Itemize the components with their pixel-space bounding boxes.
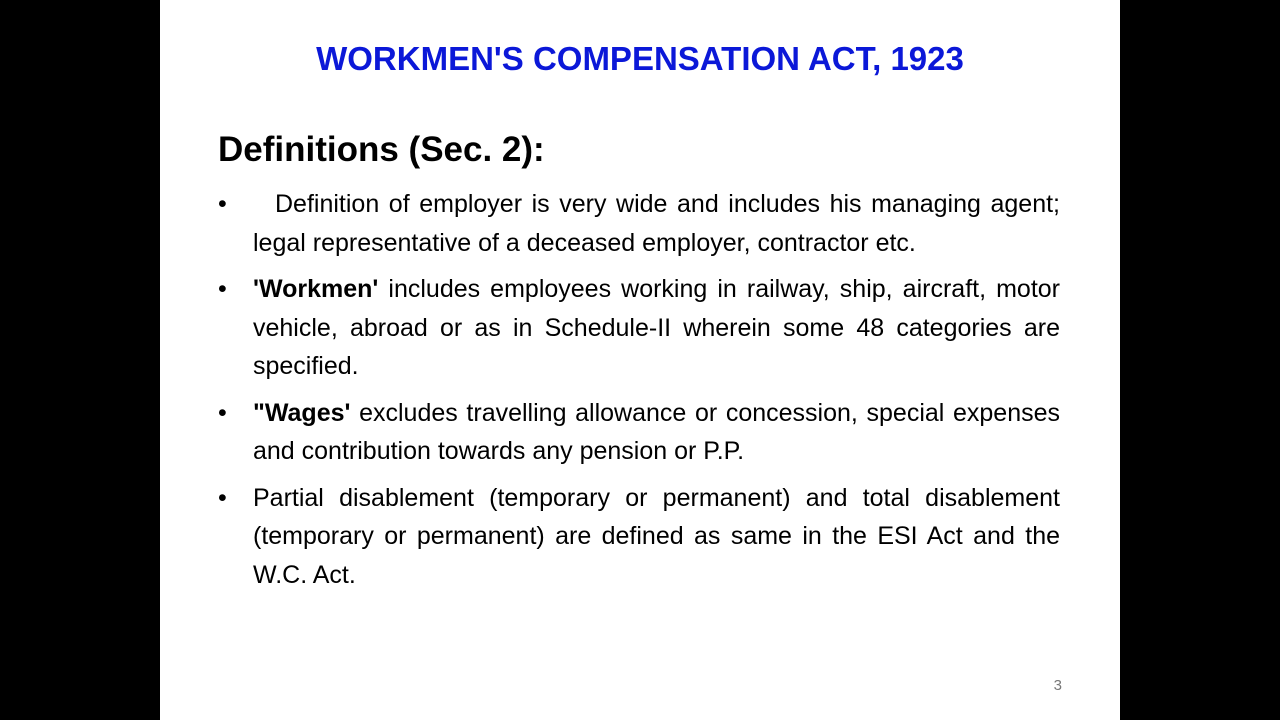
bullet-text: Definition of employer is very wide and includes his managing agent; legal representative of a deceased employer, contractor etc.	[253, 190, 1060, 257]
bullet-term: "Wages'	[253, 398, 351, 427]
bullet-item-wages	[218, 394, 1060, 471]
bullet-item-employer	[218, 185, 1060, 262]
bullet-term: 'Workmen'	[253, 275, 379, 303]
bullet-icon: •	[218, 275, 227, 303]
slide	[160, 0, 1120, 720]
slide-title: WORKMEN'S COMPENSATION ACT, 1923	[316, 40, 964, 77]
bullet-item-workmen	[218, 270, 1060, 386]
page-number: 3	[1053, 677, 1062, 694]
section-heading: Definitions (Sec. 2):	[218, 130, 545, 169]
bullet-text: excludes travelling allowance or concession, special expenses and contribution towards any pension or P.P.	[253, 398, 1060, 465]
bullet-icon: •	[218, 398, 227, 427]
bullet-text: Partial disablement (temporary or permanent) and total disablement (temporary or permanent) are defined as same in the ESI Act and the W.C. Act.	[253, 483, 1060, 589]
bullet-icon: •	[218, 483, 227, 512]
bullet-text: includes employees working in railway, ship, aircraft, motor vehicle, abroad or as in Schedule-II wherein some 48 categories are specified.	[253, 275, 1060, 380]
bullet-item-disablement	[218, 479, 1060, 595]
bullet-icon: •	[218, 190, 227, 218]
bullet-list	[218, 185, 1060, 602]
